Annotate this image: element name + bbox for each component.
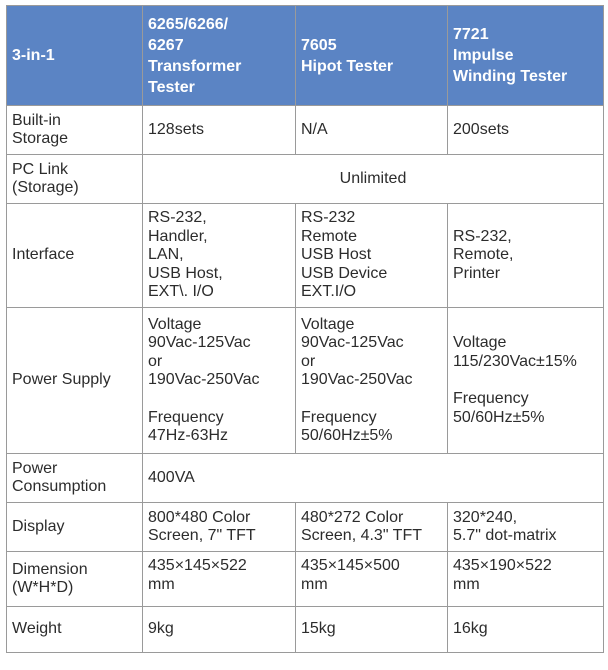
power-consumption-value: 400VA	[143, 454, 604, 503]
cell-line: LAN,	[148, 246, 184, 264]
cell-spacer	[301, 390, 442, 409]
cell-line: EXT.I/O	[301, 283, 357, 301]
cell-line: Voltage	[301, 315, 355, 333]
row-label-cell	[7, 155, 143, 204]
dimension-col1	[143, 552, 296, 607]
storage-col2: N/A	[296, 106, 448, 155]
table-row-power-supply	[7, 308, 604, 454]
pclink-value: Unlimited	[143, 155, 604, 204]
cell-line: Remote,	[453, 246, 514, 264]
header-col1-cell	[143, 6, 296, 106]
power-col2	[296, 308, 448, 454]
cell-line: 435×145×500	[301, 557, 400, 574]
cell-line: Remote	[301, 227, 358, 245]
cell-line: 115/230Vac±15%	[453, 352, 577, 370]
table-row-pclink	[7, 155, 604, 204]
header-col1-line: Transformer	[148, 57, 242, 75]
cell-line: or	[148, 352, 163, 370]
cell-spacer	[453, 371, 598, 390]
cell-line: Voltage	[148, 315, 202, 333]
row-label-line: (Storage)	[12, 179, 79, 196]
cell-line: mm	[301, 575, 328, 593]
cell-line: RS-232,	[453, 227, 512, 245]
cell-line: Frequency	[301, 408, 377, 426]
cell-line: mm	[453, 575, 480, 593]
cell-line: 320*240,	[453, 508, 518, 526]
cell-line: 435×145×522	[148, 557, 247, 574]
header-col1-line: 6265/6266/	[148, 15, 229, 33]
cell-line: RS-232	[301, 209, 356, 227]
header-col2-line: Hipot Tester	[301, 57, 394, 75]
cell-line: USB Device	[301, 264, 388, 282]
row-label-line: Power	[12, 459, 58, 477]
weight-col3: 16kg	[448, 607, 604, 653]
row-label-cell	[7, 552, 143, 607]
cell-line: Screen, 4.3" TFT	[301, 527, 422, 544]
cell-line: RS-232,	[148, 209, 207, 227]
spec-table	[6, 5, 604, 653]
dimension-col2	[296, 552, 448, 607]
storage-col3: 200sets	[448, 106, 604, 155]
header-col3-cell	[448, 6, 604, 106]
row-label-line: Storage	[12, 130, 69, 147]
display-col3	[448, 503, 604, 552]
cell-line: 90Vac-125Vac	[301, 334, 404, 351]
header-col1-line: 6267	[148, 36, 184, 54]
cell-line: mm	[148, 575, 175, 593]
table-header-row	[7, 6, 604, 106]
table-row-interface	[7, 204, 604, 308]
row-label-cell: Interface	[7, 204, 143, 308]
header-col3-line: Winding Tester	[453, 68, 568, 85]
weight-col2: 15kg	[296, 607, 448, 653]
row-label-line: Dimension	[12, 560, 88, 578]
table-row-display	[7, 503, 604, 552]
display-col2	[296, 503, 448, 552]
cell-line: USB Host,	[148, 264, 223, 282]
cell-line: 480*272 Color	[301, 508, 404, 526]
weight-col1: 9kg	[143, 607, 296, 653]
header-col2-line: 7605	[301, 36, 337, 54]
cell-line: USB Host	[301, 246, 372, 264]
display-col1	[143, 503, 296, 552]
cell-line: 50/60Hz±5%	[453, 408, 545, 426]
row-label-cell: Display	[7, 503, 143, 552]
cell-line: 5.7" dot-matrix	[453, 527, 557, 544]
cell-line: EXT\. I/O	[148, 283, 214, 301]
row-label-cell	[7, 454, 143, 503]
header-col2-cell	[296, 6, 448, 106]
cell-line: Handler,	[148, 227, 208, 245]
table-row-dimension	[7, 552, 604, 607]
cell-line: 47Hz-63Hz	[148, 427, 229, 444]
cell-spacer	[148, 390, 290, 409]
cell-line: Frequency	[148, 408, 224, 426]
header-col3-line: 7721	[453, 26, 489, 43]
row-label-line: PC Link	[12, 160, 69, 178]
cell-line: Frequency	[453, 390, 529, 407]
row-label-line: Built-in	[12, 111, 61, 129]
cell-line: 190Vac-250Vac	[148, 371, 260, 388]
power-col3	[448, 308, 604, 454]
storage-col1: 128sets	[143, 106, 296, 155]
interface-col2	[296, 204, 448, 308]
cell-line: 800*480 Color	[148, 508, 251, 526]
header-col1-line: Tester	[148, 78, 195, 96]
header-label: 3-in-1	[12, 47, 55, 64]
cell-line: Screen, 7" TFT	[148, 527, 256, 544]
interface-col3	[448, 204, 604, 308]
cell-line: 190Vac-250Vac	[301, 371, 413, 388]
interface-col1	[143, 204, 296, 308]
cell-line: 90Vac-125Vac	[148, 334, 251, 351]
cell-line: Voltage	[453, 334, 507, 351]
row-label-cell: Power Supply	[7, 308, 143, 454]
table-row-weight	[7, 607, 604, 653]
cell-line: 50/60Hz±5%	[301, 427, 393, 444]
row-label-line: Consumption	[12, 478, 107, 495]
dimension-col3	[448, 552, 604, 607]
cell-line: 435×190×522	[453, 557, 552, 574]
row-label-cell: Weight	[7, 607, 143, 653]
row-label-line: (W*H*D)	[12, 579, 74, 596]
header-col3-line: Impulse	[453, 47, 514, 64]
table-row-storage	[7, 106, 604, 155]
cell-line: or	[301, 352, 316, 370]
row-label-cell	[7, 106, 143, 155]
cell-line: Printer	[453, 264, 501, 282]
header-label-cell	[7, 6, 143, 106]
table-row-power-consumption	[7, 454, 604, 503]
power-col1	[143, 308, 296, 454]
